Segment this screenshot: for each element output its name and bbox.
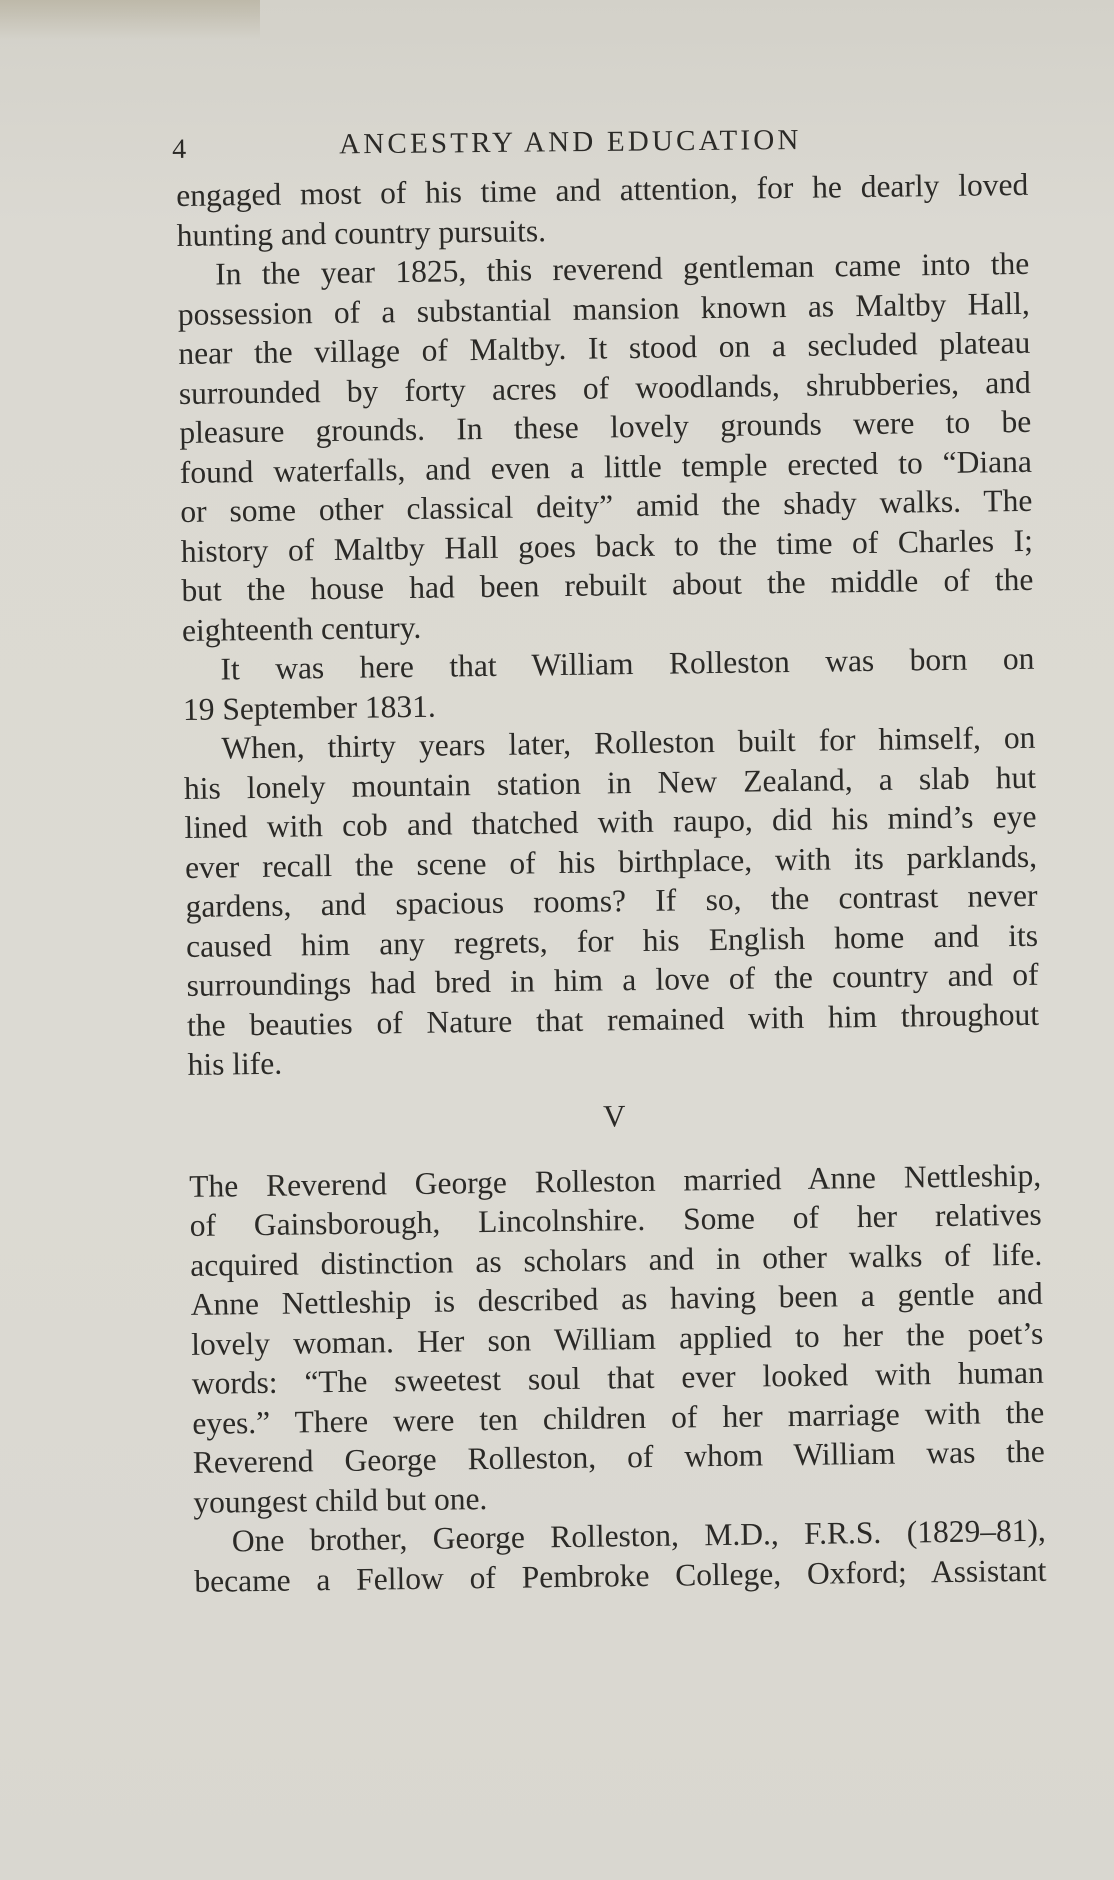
text-line: lined with cob and thatched with raupo, did his mind’s eye — [184, 798, 1037, 845]
text-line: caused him any regrets, for his English home and its — [185, 917, 1039, 964]
text-line: eyes.” There were ten children of her marriage with the — [192, 1394, 1045, 1441]
section-heading: V — [602, 1097, 626, 1133]
text-line: eighteenth century. — [181, 609, 422, 648]
running-head: ANCESTRY AND EDUCATION — [339, 123, 802, 161]
text-line: Anne Nettleship is described as having been a gentle and — [190, 1275, 1043, 1322]
text-line: 19 September 1831. — [182, 688, 437, 727]
text-line: hunting and country pursuits. — [176, 212, 547, 253]
text-line: words: “The sweetest soul that ever looked with human — [191, 1354, 1044, 1401]
text-line: ever recall the scene of his birthplace, with its parklands, — [184, 838, 1038, 885]
text-line: youngest child but one. — [193, 1480, 488, 1520]
text-line: near the village of Maltby. It stood on a secluded plateau — [178, 324, 1031, 371]
text-line: surroundings had bred in him a love of the country and of — [186, 956, 1039, 1003]
text-line: Reverend George Rolleston, of whom William was the — [192, 1433, 1045, 1480]
text-line: One brother, George Rolleston, M.D., F.R.S. (1829–81), — [231, 1512, 1047, 1559]
text-line: pleasure grounds. In these lovely grounds were to be — [179, 403, 1032, 450]
text-line: of Gainsborough, Lincolnshire. Some of her relatives — [189, 1196, 1042, 1243]
page-header — [172, 120, 1052, 168]
text-line: In the year 1825, this reverend gentleman came into the — [215, 245, 1030, 292]
page-stain — [0, 0, 260, 40]
text-line: gardens, and spacious rooms? If so, the contrast never — [185, 877, 1038, 924]
text-line: When, thirty years later, Rolleston built for himself, on — [221, 719, 1036, 766]
text-line: his lonely mountain station in New Zealand, a slab hut — [183, 759, 1037, 806]
text-line: his life. — [187, 1045, 283, 1082]
page-number: 4 — [172, 133, 187, 165]
text-line: It was here that William Rolleston was born on — [220, 640, 1035, 687]
text-line: became a Fellow of Pembroke College, Oxford; Assistant — [194, 1552, 1047, 1599]
text-line: but the house had been rebuilt about the middle of the — [181, 561, 1034, 608]
text-line: surrounded by forty acres of woodlands, shrubberies, and — [178, 364, 1031, 411]
text-line: acquired distinction as scholars and in other walks of life. — [190, 1236, 1043, 1283]
text-line: history of Maltby Hall goes back to the time of Charles I; — [180, 522, 1034, 569]
text-line: the beauties of Nature that remained with him throughout — [186, 996, 1040, 1043]
text-line: possession of a substantial mansion known as Maltby Hall, — [177, 285, 1030, 332]
text-line: found waterfalls, and even a little temple erected to “Diana — [179, 443, 1033, 490]
body-text — [176, 165, 1047, 1601]
text-line: The Reverend George Rolleston married Anne Nettleship, — [188, 1157, 1042, 1204]
text-line: or some other classical deity” amid the shady walks. The — [180, 482, 1033, 529]
text-line: engaged most of his time and attention, for he dearly loved — [176, 166, 1029, 213]
text-line: lovely woman. Her son William applied to her the poet’s — [191, 1315, 1044, 1362]
